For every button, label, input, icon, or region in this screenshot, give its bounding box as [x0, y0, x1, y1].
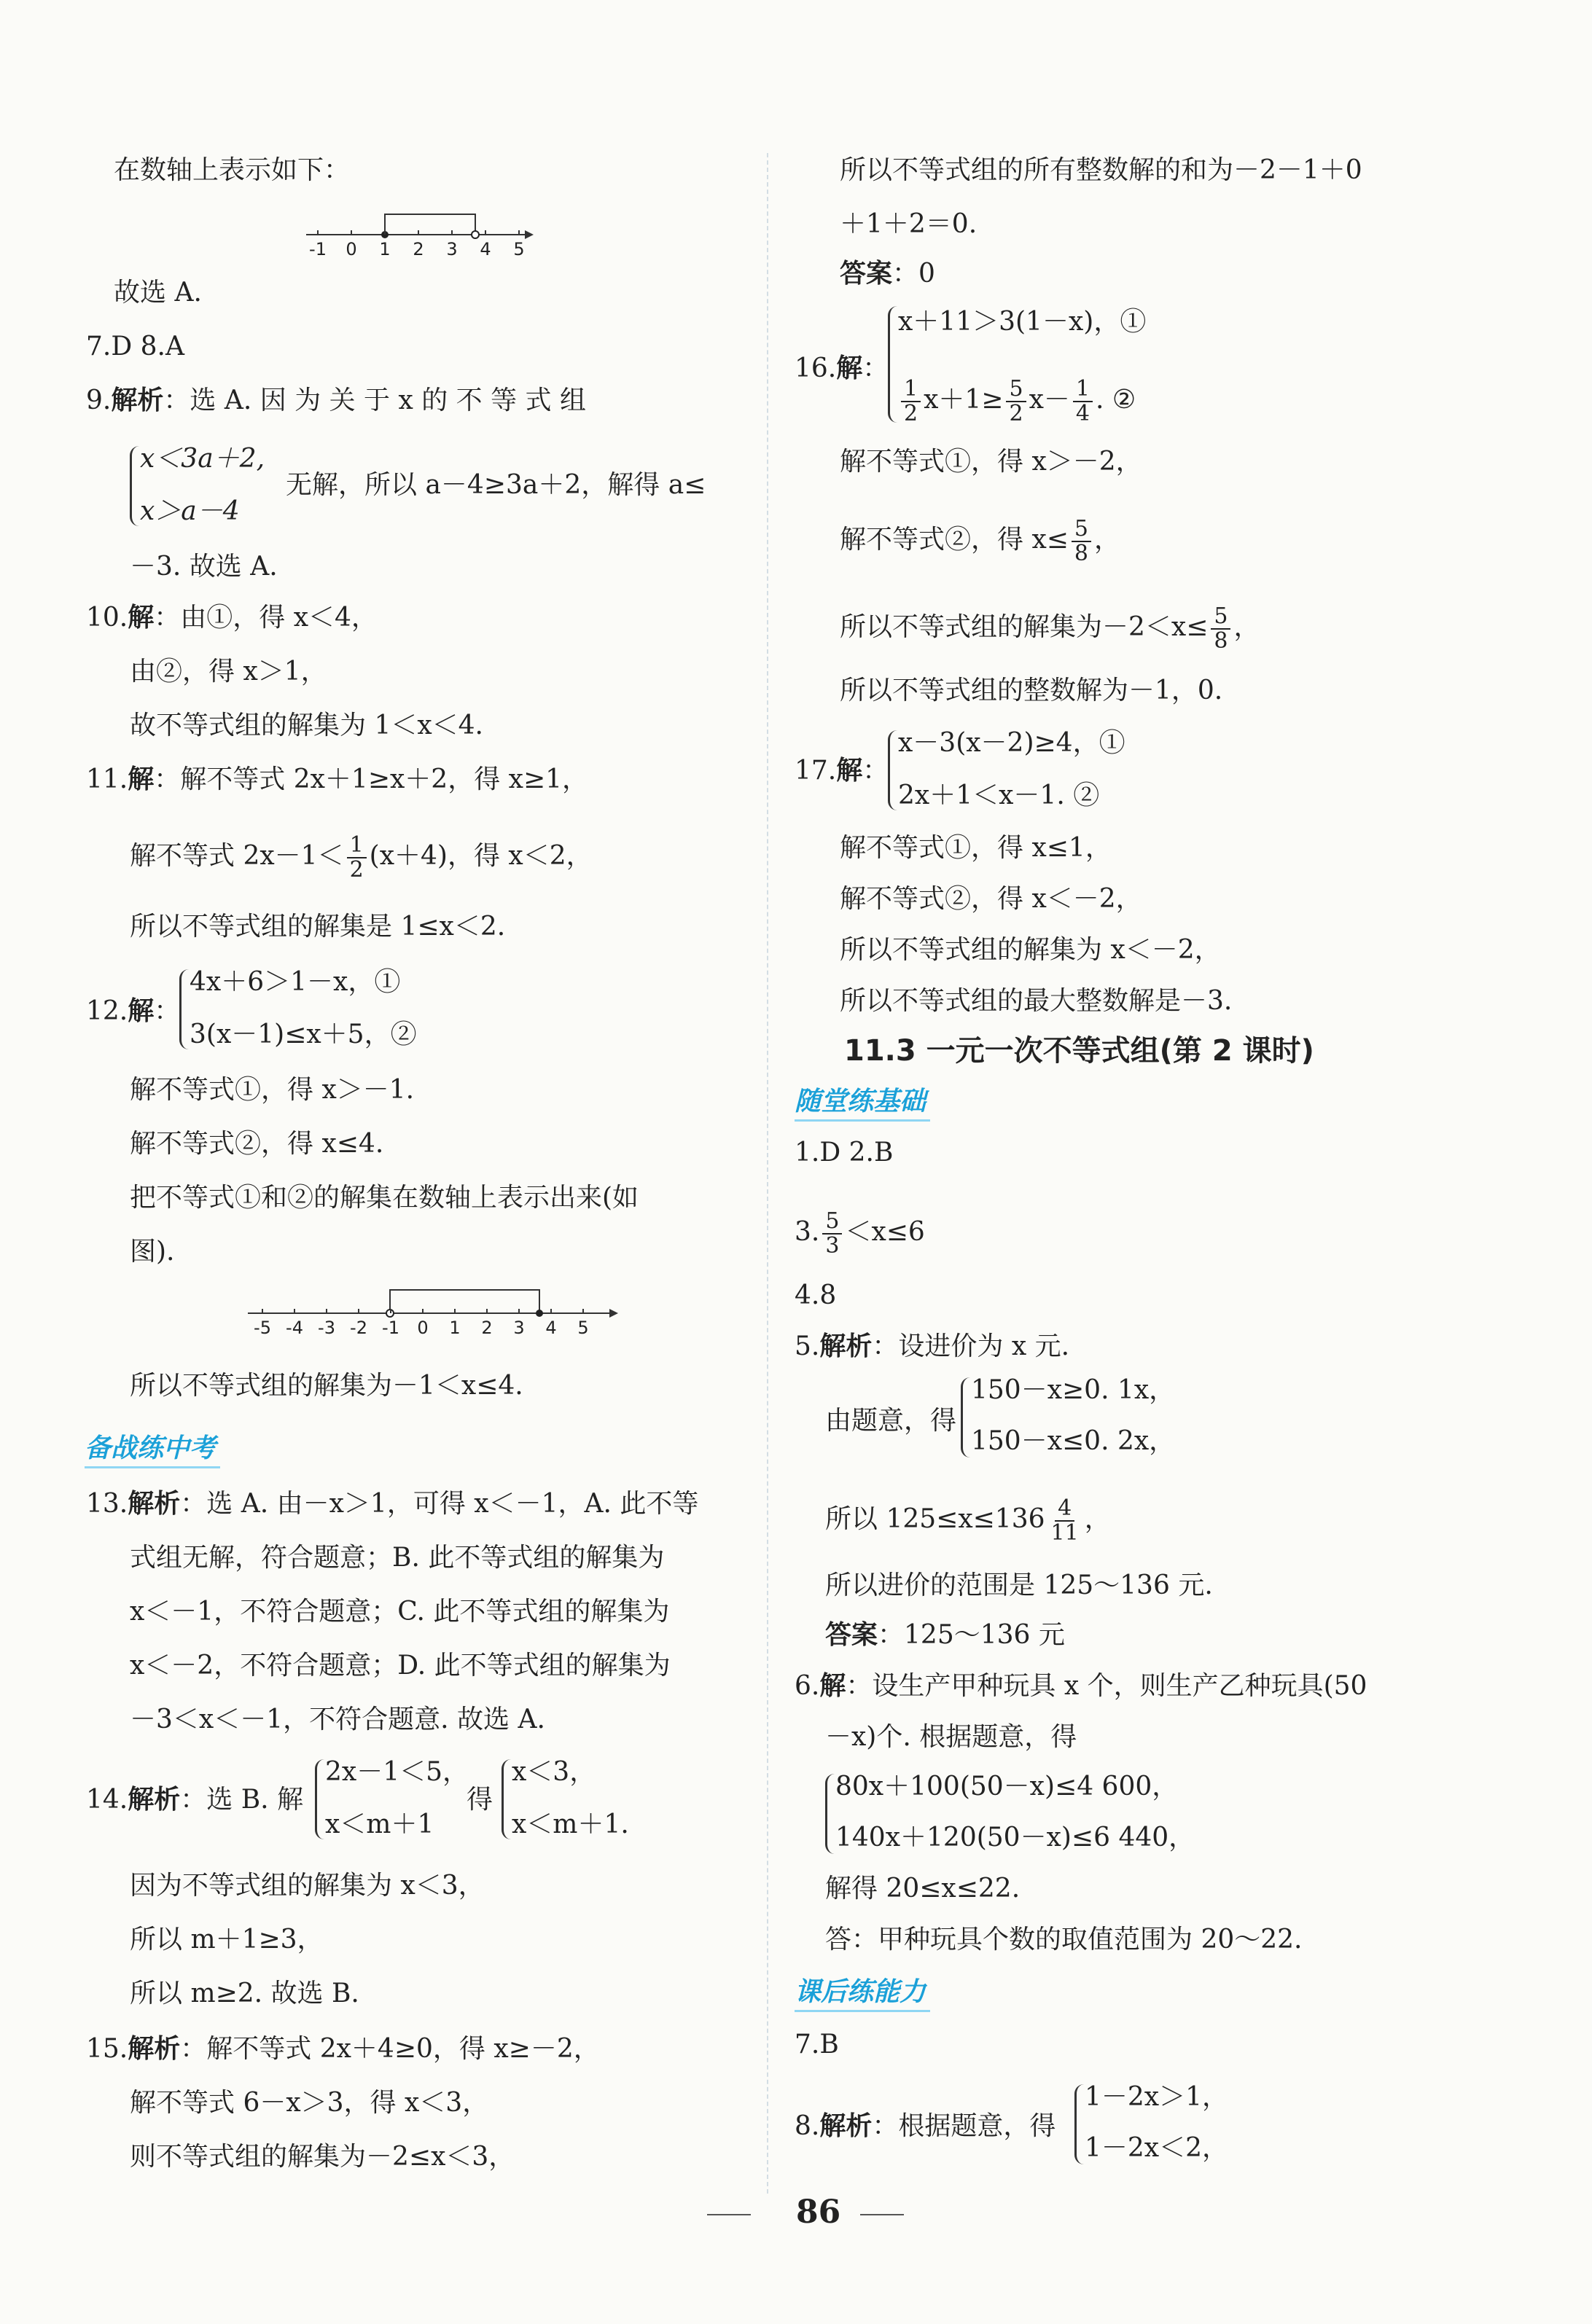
- question-5-line: [795, 1331, 1069, 1363]
- answer-line: [825, 1619, 1065, 1651]
- system-line: [898, 377, 1136, 426]
- question-15-line: [86, 2033, 600, 2065]
- column-divider: [767, 153, 770, 2194]
- page-number-rule-left: [707, 2214, 751, 2215]
- text-line: 故选 A.: [114, 278, 202, 308]
- text-line: 解不等式②，得 x≤4.: [130, 1129, 384, 1159]
- tick-label: 5: [577, 1318, 589, 1338]
- text: ，: [1094, 525, 1121, 555]
- brace: [961, 1377, 970, 1458]
- text-line: 解不等式①，得 x＞－1.: [130, 1075, 415, 1105]
- text-line: 图).: [130, 1237, 175, 1267]
- text-line: －x)个. 根据题意，得: [825, 1722, 1077, 1752]
- text-line: 所以不等式组的解集是 1≤x＜2.: [130, 912, 506, 942]
- tick-label: 4: [480, 239, 491, 259]
- text-line: 无解，所以 a－4≥3a＋2，解得 a≤: [286, 470, 706, 500]
- tick-label: -5: [254, 1318, 271, 1338]
- fraction: $\frac{5}{8}$: [1211, 605, 1230, 653]
- question-8-line: [795, 2110, 1056, 2143]
- answers-1-2: 1.D 2.B: [795, 1138, 894, 1167]
- brace: [888, 306, 897, 423]
- system-line: x－3(x－2)≥4，①: [898, 728, 1125, 758]
- tick-label: -1: [382, 1318, 399, 1338]
- solution-label: 解: [836, 756, 863, 786]
- question-13-line: [86, 1488, 698, 1520]
- text: . ②: [1095, 385, 1136, 415]
- section-tag: 随堂练基础: [795, 1086, 930, 1122]
- question-10-line: [86, 602, 378, 634]
- system-line: 1－2x＜2，: [1085, 2133, 1229, 2163]
- solution-label: 解: [819, 1671, 846, 1701]
- tick-label: -2: [350, 1318, 367, 1338]
- text: x＋1≥: [924, 385, 1004, 415]
- tick-label: 2: [413, 239, 424, 259]
- fraction: $\frac{4}{11}$: [1050, 1495, 1079, 1546]
- fraction: $\frac{5}{8}$: [1072, 517, 1091, 566]
- system-line: 1－2x＞1，: [1085, 2082, 1229, 2112]
- fraction: $\frac{1}{2}$: [901, 377, 921, 426]
- brace: [888, 730, 897, 810]
- answer-7: 7.B: [795, 2030, 839, 2059]
- question-number: 13.: [86, 1489, 128, 1519]
- section-heading: 11.3 一元一次不等式组(第 2 课时): [844, 1034, 1314, 1068]
- text-line: 故不等式组的解集为 1＜x＜4.: [130, 711, 483, 740]
- text-line: ＋1＋2＝0.: [840, 209, 978, 239]
- question-11-line: [86, 764, 588, 796]
- text-line: x＜－2，不符合题意；D. 此不等式组的解集为: [130, 1651, 671, 1681]
- question-number: 16.: [795, 353, 837, 383]
- system-line: x＜m＋1.: [512, 1809, 629, 1839]
- text-line: 所以不等式组的整数解为－1，0.: [840, 676, 1223, 705]
- text-line: 解不等式②，得 x＜－2，: [840, 884, 1142, 914]
- tick-label: 0: [346, 239, 357, 259]
- text-line: 解不等式 6－x＞3，得 x＜3，: [130, 2088, 489, 2118]
- text-line: 所以不等式组的所有整数解的和为－2－1＋0: [840, 155, 1362, 185]
- text-line: [840, 605, 1260, 653]
- solution-label: 解: [836, 353, 863, 383]
- question-9-line: [86, 385, 586, 417]
- text: ：解不等式 2x＋1≥x＋2，得 x≥1，: [154, 764, 589, 794]
- text-line: 所以不等式组的解集为 x＜－2，: [840, 935, 1221, 965]
- text: ：设进价为 x 元.: [872, 1331, 1070, 1361]
- question-3-line: [795, 1210, 925, 1258]
- tick-label: 1: [449, 1318, 461, 1338]
- system-line: 80x＋100(50－x)≤4 600，: [835, 1772, 1179, 1801]
- brace: [130, 446, 139, 526]
- tick-label: 5: [513, 239, 525, 259]
- system-line: 150－x≤0. 2x，: [971, 1426, 1176, 1456]
- text: ：由①，得 x＜4，: [154, 603, 378, 633]
- text: ，: [1084, 1504, 1111, 1534]
- text-line: 由②，得 x＞1，: [130, 657, 327, 686]
- text-line: 解不等式①，得 x≤1，: [840, 833, 1112, 863]
- system-line: 3(x－1)≤x＋5，②: [190, 1020, 417, 1049]
- system-line: x＞a－4: [140, 496, 240, 526]
- answers-7-8: 7.D 8.A: [86, 332, 184, 361]
- system-line: x＜3a＋2,: [140, 444, 265, 474]
- system-line: 140x＋120(50－x)≤6 440，: [835, 1823, 1195, 1852]
- text: ＜x≤6: [845, 1217, 925, 1247]
- text-line: 所以不等式组的最大整数解是－3.: [840, 986, 1233, 1016]
- text: ：选 B. 解: [180, 1785, 304, 1815]
- text-line: 在数轴上表示如下：: [114, 155, 351, 185]
- question-16-line: 16.解：: [795, 353, 889, 383]
- brace: [502, 1759, 511, 1839]
- text-line: 式组无解，符合题意；B. 此不等式组的解集为: [130, 1543, 665, 1573]
- question-number: 6.: [795, 1671, 820, 1701]
- analysis-label: 解析: [128, 1489, 181, 1519]
- tick-label: -4: [286, 1318, 303, 1338]
- question-number: 8.: [795, 2111, 820, 2141]
- analysis-label: 解析: [128, 2034, 181, 2064]
- number-line-1: [306, 206, 539, 264]
- text-line: －3. 故选 A.: [130, 552, 278, 582]
- system-line: x＋11＞3(1－x)，①: [898, 307, 1147, 337]
- text: ：根据题意，得: [872, 2111, 1056, 2141]
- question-number: 3.: [795, 1217, 820, 1247]
- solution-label: 解: [128, 764, 155, 794]
- answer-label: 答案: [825, 1620, 878, 1650]
- text: x－: [1029, 385, 1070, 415]
- question-number: 15.: [86, 2034, 128, 2064]
- solution-label: 解: [128, 996, 155, 1026]
- text: 所以不等式组的解集为－2＜x≤: [840, 612, 1209, 642]
- question-number: 5.: [795, 1331, 820, 1361]
- page-number-rule-right: [860, 2214, 904, 2215]
- solution-label: 解: [128, 603, 155, 633]
- question-number: 9.: [86, 386, 112, 415]
- text: ：设生产甲种玩具 x 个，则生产乙种玩具(50: [846, 1671, 1367, 1701]
- fraction: $\frac{5}{2}$: [1006, 377, 1026, 426]
- text-line: [130, 834, 593, 882]
- answer-line: [840, 258, 935, 290]
- text: ：0: [892, 259, 935, 289]
- text-line: 所以 m＋1≥3，: [130, 1925, 324, 1955]
- text: (x＋4)，得 x＜2，: [369, 841, 593, 871]
- system-line: 150－x≥0. 1x，: [971, 1375, 1176, 1405]
- question-number: 10.: [86, 603, 128, 633]
- system-line: 2x＋1＜x－1. ②: [898, 780, 1100, 810]
- text: ：125～136 元: [878, 1620, 1065, 1650]
- brace: [1074, 2084, 1084, 2164]
- question-14-line: [86, 1784, 303, 1816]
- text-line: 所以 m≥2. 故选 B.: [130, 1979, 359, 2008]
- text-line: x＜－1，不符合题意；C. 此不等式组的解集为: [130, 1597, 670, 1627]
- text-line: 把不等式①和②的解集在数轴上表示出来(如: [130, 1183, 639, 1213]
- fraction: $\frac{1}{4}$: [1073, 377, 1093, 426]
- fraction: $\frac{1}{2}$: [347, 834, 367, 882]
- text: ，: [1233, 612, 1260, 642]
- fraction: $\frac{5}{3}$: [822, 1210, 842, 1258]
- text-line: [825, 1497, 1111, 1545]
- question-number: 12.: [86, 996, 128, 1026]
- text-line: 由题意，得: [825, 1406, 957, 1436]
- text: 得: [467, 1785, 493, 1815]
- system-line: 2x－1＜5，: [325, 1757, 469, 1787]
- analysis-label: 解析: [111, 386, 164, 415]
- text: 解不等式 2x－1＜: [130, 841, 344, 871]
- answer-label: 答案: [840, 259, 893, 289]
- analysis-label: 解析: [819, 1331, 873, 1361]
- tick-label: 3: [446, 239, 458, 259]
- question-12-line: 12.解：: [86, 996, 181, 1026]
- text: 所以 125≤x≤136: [825, 1504, 1045, 1534]
- question-number: 11.: [86, 764, 128, 794]
- tick-label: 1: [379, 239, 391, 259]
- section-tag: 备战练中考: [85, 1433, 220, 1468]
- page-number: 86: [796, 2194, 841, 2231]
- text-line: 解得 20≤x≤22.: [825, 1874, 1021, 1904]
- system-line: x＜3，: [512, 1757, 596, 1787]
- section-tag: 课后练能力: [795, 1976, 930, 2012]
- tick-label: 3: [513, 1318, 525, 1338]
- brace: [179, 969, 189, 1049]
- text: ：选 A. 因 为 关 于 x 的 不 等 式 组: [163, 386, 586, 415]
- system-line: x＜m＋1: [325, 1809, 434, 1839]
- tick-label: 2: [481, 1318, 493, 1338]
- question-17-line: 17.解：: [795, 756, 889, 786]
- text: ：解不等式 2x＋4≥0，得 x≥－2，: [180, 2034, 600, 2064]
- text-line: 所以不等式组的解集为－1＜x≤4.: [130, 1371, 523, 1401]
- text-line: 因为不等式组的解集为 x＜3，: [130, 1871, 485, 1901]
- question-6-line: [795, 1670, 1367, 1702]
- question-number: 14.: [86, 1785, 128, 1815]
- tick-label: 4: [545, 1318, 557, 1338]
- brace: [315, 1759, 324, 1839]
- text-line: 所以进价的范围是 125～136 元.: [825, 1570, 1213, 1600]
- answer-4: 4.8: [795, 1280, 837, 1310]
- text-line: －3＜x＜－1，不符合题意. 故选 A.: [130, 1705, 545, 1734]
- text: ：选 A. 由－x＞1，可得 x＜－1，A. 此不等: [180, 1489, 699, 1519]
- analysis-label: 解析: [819, 2111, 873, 2141]
- text-line: 则不等式组的解集为－2≤x＜3，: [130, 2142, 515, 2172]
- analysis-label: 解析: [128, 1785, 181, 1815]
- text: 解不等式②，得 x≤: [840, 525, 1069, 555]
- brace: [825, 1774, 835, 1854]
- text-line: 解不等式①，得 x＞－2，: [840, 447, 1142, 477]
- text-line: 答：甲种玩具个数的取值范围为 20～22.: [825, 1925, 1303, 1955]
- tick-label: -3: [318, 1318, 335, 1338]
- tick-label: -1: [309, 239, 327, 259]
- text-line: [840, 517, 1120, 566]
- number-line-2: [248, 1283, 627, 1348]
- question-number: 17.: [795, 756, 837, 786]
- system-line: 4x＋6＞1－x，①: [190, 967, 401, 997]
- tick-label: 0: [417, 1318, 429, 1338]
